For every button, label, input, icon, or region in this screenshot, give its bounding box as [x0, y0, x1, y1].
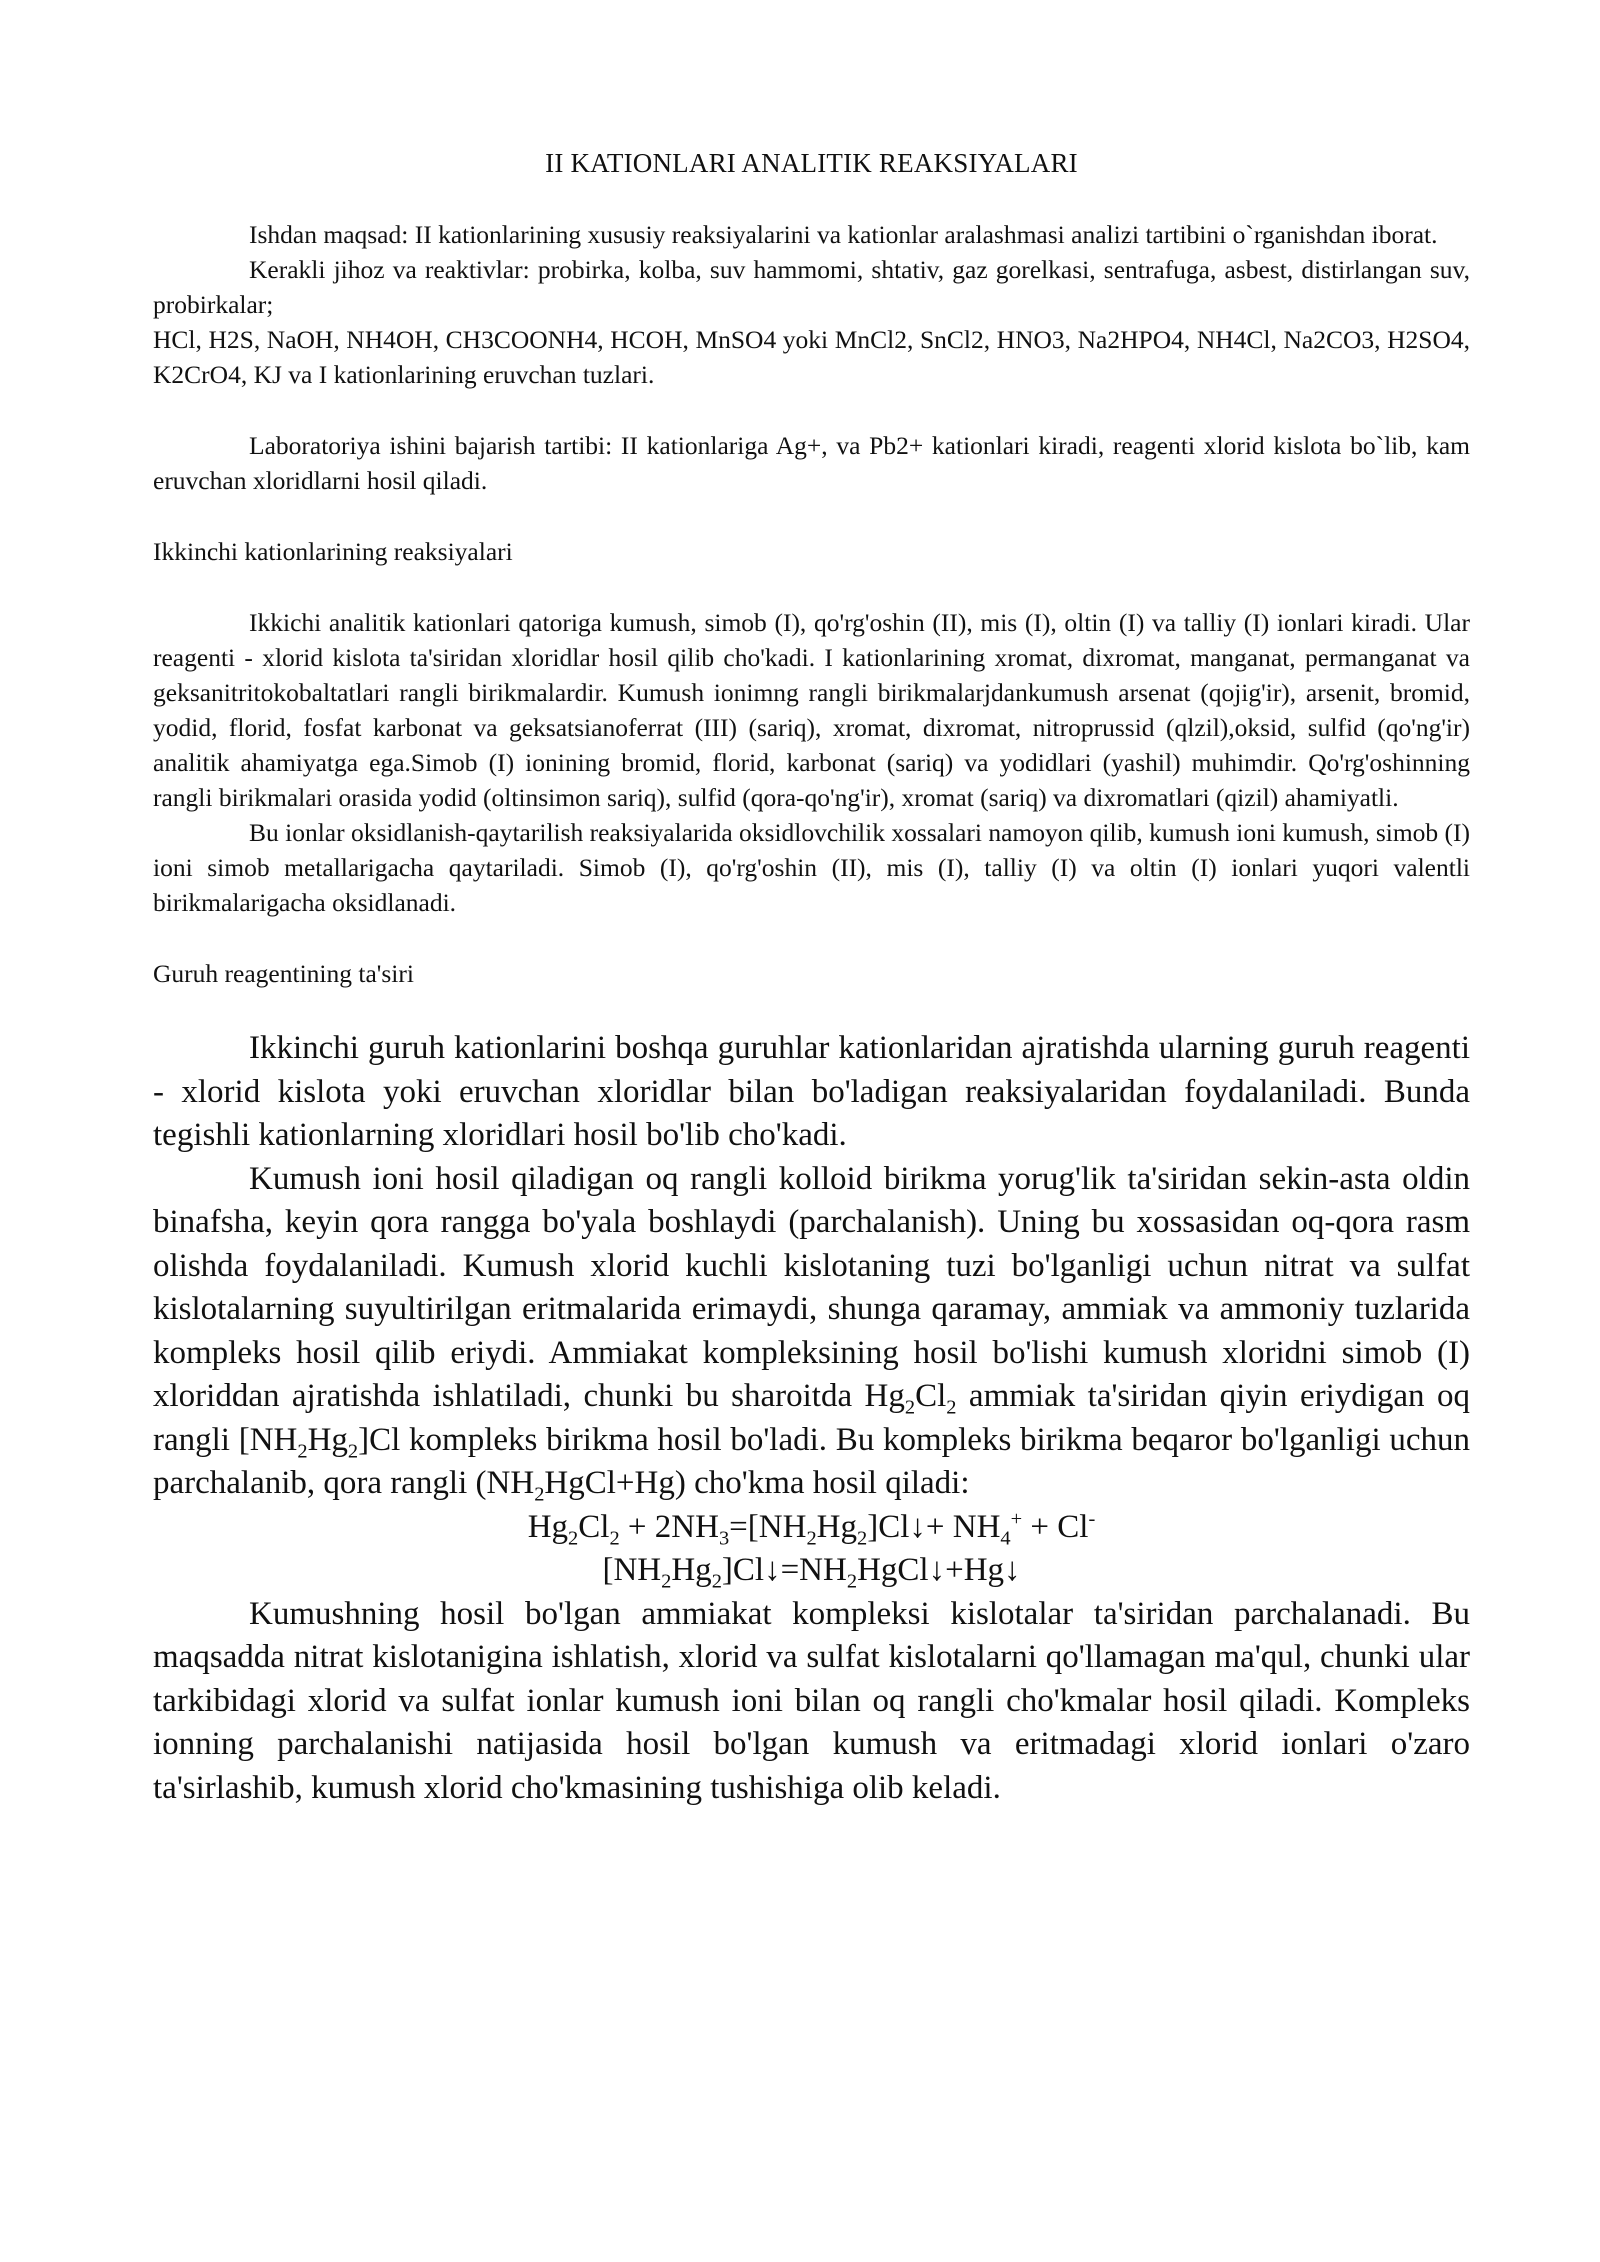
intro-block: [153, 217, 1470, 1027]
section2-paragraph-1: Ikkinchi guruh kationlarini boshqa guruhlar kationlaridan ajratishda ularning guruh reagenti - xlorid kislota yoki eruvchan xloridlar bilan bo'ladigan reaksiyalaridan foydalaniladi. Bunda tegishli kationlarning xloridlari hosil bo'lib cho'kadi.: [153, 1030, 1470, 1153]
document-page: [153, 148, 1470, 1810]
section1-paragraph-2: Bu ionlar oksidlanish-qaytarilish reaksiyalarida oksidlovchilik xossalari namoyon qilib, kumush ioni kumush, simob (I) ioni simob metallarigacha qaytariladi. Simob (I), qo'rg'oshin (II), mis (I), talliy (I) va oltin (I) ionlari yuqori valentli birikmalarigacha oksidlanadi.: [153, 818, 1471, 917]
section2-paragraph-3: Kumushning hosil bo'lgan ammiakat kompleksi kislotalar ta'siridan parchalanadi. Bu maqsadda nitrat kislotanigina ishlatish, xlorid va sulfat kislotalarni qo'llamagan ma'qul, chunki ular tarkibidagi xlorid va sulfat ionlar kumush ioni bilan oq rangli cho'kmalar hosil qiladi. Kompleks ionning parchalanishi natijasida hosil bo'lgan kumush va eritmadagi xlorid ionlari o'zaro ta'sirlashib, kumush xlorid cho'kmasining tushishiga olib keladi.: [153, 1595, 1470, 1806]
document-title: II KATIONLARI ANALITIK REAKSIYALARI: [545, 148, 1078, 178]
formula-decomposition: $(NH_2HgCl+Hg)$: [475, 1465, 686, 1506]
equation-2: $[NH_2Hg_2]Cl↓=NH_2HgCl↓+Hg↓$: [602, 1552, 1021, 1593]
equipment-paragraph: Kerakli jihoz va reaktivlar: probirka, kolba, suv hammomi, shtativ, gaz gorelkasi, sentrafuga, asbest, distirlangan suv, probirkalar;: [153, 255, 1470, 319]
p2-text-c: kompleks birikma hosil bo'ladi. Bu kompleks birikma beqaror bo'lganligi uchun parchalanib, qora rangli: [153, 1421, 1470, 1501]
procedure-paragraph: Laboratoriya ishini bajarish tartibi: II kationlariga Ag+, va Pb2+ kationlari kiradi, reagenti xlorid kislota bo`lib, kam eruvchan xloridlarni hosil qiladi.: [153, 431, 1470, 495]
p2-text-d: cho'kma hosil qiladi:: [685, 1465, 970, 1501]
section1-paragraph-1: Ikkichi analitik kationlari qatoriga kumush, simob (I), qo'rg'oshin (II), mis (I), oltin (I) va talliy (I) ionlari kiradi. Ular reagenti - xlorid kislota ta'siridan xloridlar hosil qilib cho'kadi. I kationlarining xromat, dixromat, manganat, permanganat va geksanitritokobaltatlari rangli birikmalardir. Kumush ionimng rangli birikmalarjdankumush arsenat (qojig'ir), arsenit, bromid, yodid, florid, fosfat karbonat va geksatsianoferrat (III) (sariq), xromat, dixromat, nitroprussid (qlzil),oksid, sulfid (qo'ng'ir) analitik ahamiyatga ega.Simob (I) ionining bromid, florid, karbonat (sariq) va yodidlari (yashil) muhimdir. Qo'rg'oshinning rangli birikmalari orasida yodid (oltinsimon sariq), sulfid (qora-qo'ng'ir), xromat (sariq) va dixromatlari (qizil) ahamiyatli.: [153, 608, 1470, 812]
formula-hg2cl2: $Hg_2Cl_2$: [864, 1378, 957, 1419]
section1-heading: Ikkinchi kationlarining reaksiyalari: [153, 537, 513, 566]
main-text-block: [153, 1027, 1470, 1810]
section2-heading: Guruh reagentining ta'siri: [153, 959, 414, 988]
reagents-paragraph: HCl, H2S, NaOH, NH4OH, CH3COONH4, HCOH, MnSO4 yoki MnCl2, SnCl2, HNO3, Na2HPO4, NH4Cl, Na2CO3, H2SO4, K2CrO4, KJ va I kationlarining eruvchan tuzlari.: [153, 325, 1470, 389]
section2-paragraph-2: [153, 1158, 1470, 1506]
equation-1: $Hg_2Cl_2$ + $2NH_3=[NH_2Hg_2]Cl↓+ NH_4^+ + Cl^-$: [527, 1507, 1096, 1550]
formula-complex: $[NH_2Hg_2]Cl$: [238, 1421, 401, 1463]
aim-paragraph: Ishdan maqsad: II kationlarining xususiy reaksiyalarini va kationlar aralashmasi analizi tartibini o`rganishdan iborat.: [249, 220, 1438, 249]
p2-text-a: Kumush ioni hosil qiladigan oq rangli kolloid birikma yorug'lik ta'siridan sekin-asta oldin binafsha, keyin qora rangga bo'yala boshlaydi (parchalanish). Uning bu xossasidan oq-qora rasm olishda foydalaniladi. Kumush xlorid kuchli kislotaning tuzi bo'lganligi uchun nitrat va sulfat kislotalarning suyultirilgan eritmalarida erimaydi, shunga qaramay, ammiak va ammoniy tuzlarida kompleks hosil qilib eriydi. Ammiakat kompleksining hosil bo'lishi kumush xloridni simob (I) xloriddan ajratishda ishlatiladi, chunki bu sharoitda: [153, 1160, 1470, 1414]
p2-text-b: ammiak ta'siridan qiyin eriydigan oq rangli: [153, 1378, 1470, 1458]
